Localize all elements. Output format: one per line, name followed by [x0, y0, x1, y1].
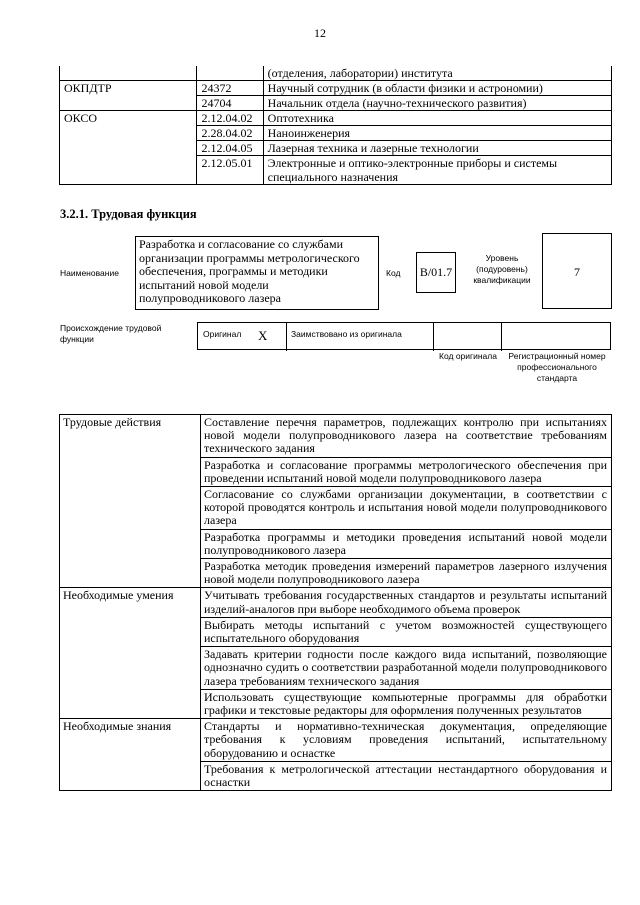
- origin-label: Происхождение трудовой функции: [60, 323, 162, 344]
- classifier-code: 2.12.05.01: [197, 156, 263, 185]
- origin-original-mark: X: [258, 328, 268, 343]
- row-header-knowledge: Необходимые знания: [60, 719, 201, 791]
- classifier-label-okpdtr: ОКПДТР: [60, 81, 197, 111]
- table-cell: Составление перечня параметров, подлежащих контролю при испытаниях новой модели полупроводникового лазера на соответствие требованиям технического задания: [201, 415, 612, 458]
- labor-function-table: [59, 414, 612, 791]
- classifier-code: 2.12.04.05: [197, 141, 263, 156]
- origin-reg-cell: [501, 323, 612, 351]
- table-cell: Разработка и согласование программы метрологического обеспечения при проведении испытаний новой модели полупроводникового лазера: [201, 457, 612, 486]
- origin-code-cell: [433, 323, 501, 351]
- classifier-text: Оптотехника: [263, 111, 611, 126]
- classifier-code: 2.28.04.02: [197, 126, 263, 141]
- classifier-text: Электронные и оптико-электронные приборы и системы специального назначения: [263, 156, 611, 185]
- classifier-code: 24704: [197, 96, 263, 111]
- row-header-actions: Трудовые действия: [60, 415, 201, 588]
- classifier-text: Лазерная техника и лазерные технологии: [263, 141, 611, 156]
- code-label: Код: [386, 268, 401, 278]
- origin-original-label: Оригинал: [203, 329, 242, 339]
- section-title: 3.2.1. Трудовая функция: [60, 207, 197, 221]
- name-label: Наименование: [60, 268, 119, 278]
- table-cell: Согласование со службами организации документации, в соответствии с которой проводятся контроль и испытания новой модели полупроводникового лазера: [201, 487, 612, 530]
- level-label: Уровень (подуровень) квалификации: [473, 253, 531, 285]
- function-code-box: B/01.7: [416, 252, 456, 293]
- table-cell: Разработка программы и методики проведения испытаний новой модели полупроводникового лазера: [201, 529, 612, 558]
- classifier-table: [59, 66, 612, 185]
- origin-borrowed-label: Заимствовано из оригинала: [286, 323, 433, 351]
- origin-table: [197, 322, 611, 350]
- classifier-code: 24372: [197, 81, 263, 96]
- table-cell: Задавать критерии годности после каждого вида испытаний, позволяющие однозначно судить о соответствии разработанной модели полупроводникового лазера требованиям технического задания: [201, 647, 612, 690]
- origin-reg-caption: Регистрационный номер профессионального стандарта: [508, 351, 606, 383]
- function-name-box: Разработка и согласование со службами организации программы метрологического обеспечения, программы и методики испытаний новой модели полупроводникового лазера: [135, 236, 379, 310]
- origin-code-caption: Код оригинала: [439, 351, 497, 361]
- table-cell: Учитывать требования государственных стандартов и результаты испытаний изделий-аналогов при выборе необходимого объема проверок: [201, 588, 612, 617]
- row-header-skills: Необходимые умения: [60, 588, 201, 719]
- table-cell: Разработка методик проведения измерений параметров лазерного излучения новой модели полупроводникового лазера: [201, 559, 612, 588]
- page-number: 12: [314, 26, 326, 40]
- classifier-code: 2.12.04.02: [197, 111, 263, 126]
- classifier-text: Научный сотрудник (в области физики и астрономии): [263, 81, 611, 96]
- qualification-level-box: 7: [542, 233, 612, 309]
- classifier-text: Начальник отдела (научно-технического развития): [263, 96, 611, 111]
- table-cell: Выбирать методы испытаний с учетом возможностей существующего испытательного оборудования: [201, 617, 612, 646]
- classifier-text: Наноинженерия: [263, 126, 611, 141]
- table-cell: Использовать существующие компьютерные программы для обработки графики и текстовые редакторы для оформления полученных результатов: [201, 689, 612, 718]
- classifier-label-okso: ОКСО: [60, 111, 197, 185]
- classifier-continuation: (отделения, лаборатории) института: [263, 66, 611, 81]
- table-cell: Требования к метрологической аттестации нестандартного оборудования и оснастки: [201, 761, 612, 790]
- table-cell: Стандарты и нормативно-техническая документация, определяющие требования к условиям проведения испытаний, испытательному оборудованию и оснастке: [201, 719, 612, 762]
